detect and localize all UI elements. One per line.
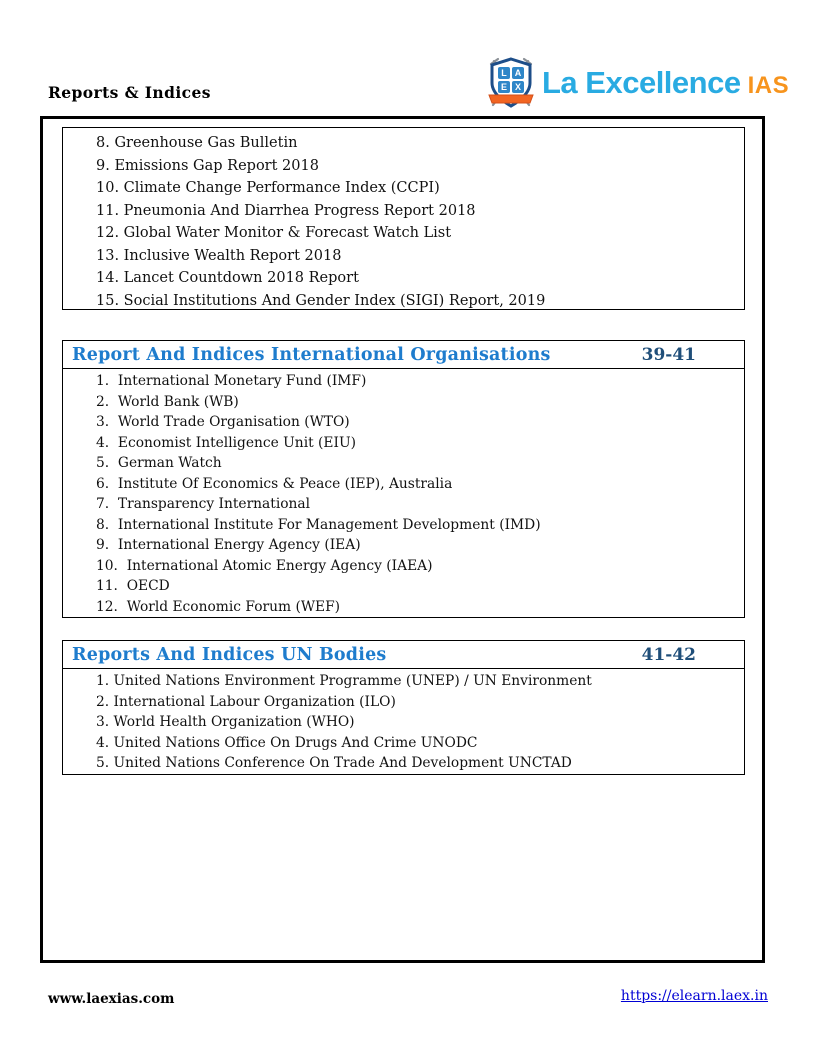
toc-item: 6. Institute Of Economics & Peace (IEP), Australia	[96, 475, 453, 492]
page-title: Reports & Indices	[48, 83, 211, 102]
brand-name-suffix: IAS	[747, 72, 790, 99]
footer-website: www.laexias.com	[48, 991, 175, 1007]
toc-item: 2. World Bank (WB)	[96, 393, 239, 410]
toc-item: 2. International Labour Organization (ILO)	[96, 693, 396, 710]
continued-list-box	[62, 127, 745, 310]
toc-item: 3. World Health Organization (WHO)	[96, 714, 355, 730]
toc-item: 11. OECD	[96, 578, 170, 594]
section-header-international-organisations	[62, 340, 745, 369]
toc-item: 8. Greenhouse Gas Bulletin	[96, 135, 298, 151]
section-page-range: 41-42	[641, 644, 696, 665]
brand-logo	[487, 56, 789, 110]
shield-letter-bl: E	[500, 82, 508, 92]
shield-letter-tr: A	[514, 68, 522, 78]
toc-item: 5. United Nations Conference On Trade And Development UNCTAD	[96, 755, 572, 771]
section-heading: Report And Indices International Organisations	[72, 344, 551, 365]
toc-item: 10. Climate Change Performance Index (CCPI)	[96, 180, 440, 196]
shield-logo-icon	[487, 56, 535, 110]
section-list-international-organisations	[62, 368, 745, 618]
toc-item: 9. International Energy Agency (IEA)	[96, 537, 361, 553]
toc-item: 8. International Institute For Management Development (IMD)	[96, 516, 541, 533]
toc-item: 9. Emissions Gap Report 2018	[96, 157, 319, 174]
toc-item: 15. Social Institutions And Gender Index (SIGI) Report, 2019	[96, 292, 546, 309]
toc-item: 10. International Atomic Energy Agency (IAEA)	[96, 557, 433, 574]
toc-item: 14. Lancet Countdown 2018 Report	[96, 270, 359, 286]
content-frame	[40, 116, 765, 963]
section-header-un-bodies	[62, 640, 745, 669]
toc-item: 11. Pneumonia And Diarrhea Progress Report 2018	[96, 202, 476, 219]
toc-item: 1. United Nations Environment Programme (UNEP) / UN Environment	[96, 673, 592, 689]
shield-letter-tl: L	[501, 68, 507, 78]
brand-name-main: La Excellence	[542, 65, 741, 100]
toc-item: 5. German Watch	[96, 455, 222, 471]
toc-item: 4. Economist Intelligence Unit (EIU)	[96, 434, 356, 451]
toc-item: 4. United Nations Office On Drugs And Crime UNODC	[96, 734, 478, 751]
section-heading: Reports And Indices UN Bodies	[72, 644, 387, 665]
toc-item: 1. International Monetary Fund (IMF)	[96, 373, 367, 389]
toc-item: 7. Transparency International	[96, 496, 311, 512]
shield-letter-br: X	[514, 82, 522, 92]
toc-item: 3. World Trade Organisation (WTO)	[96, 414, 350, 430]
toc-item: 12. Global Water Monitor & Forecast Watch List	[96, 225, 452, 241]
section-list-un-bodies	[62, 668, 745, 775]
footer-elearn-link[interactable]: https://elearn.laex.in	[620, 988, 768, 1004]
toc-item: 13. Inclusive Wealth Report 2018	[96, 247, 342, 264]
toc-item: 12. World Economic Forum (WEF)	[96, 598, 341, 615]
section-page-range: 39-41	[641, 344, 696, 365]
brand-name	[542, 65, 789, 101]
